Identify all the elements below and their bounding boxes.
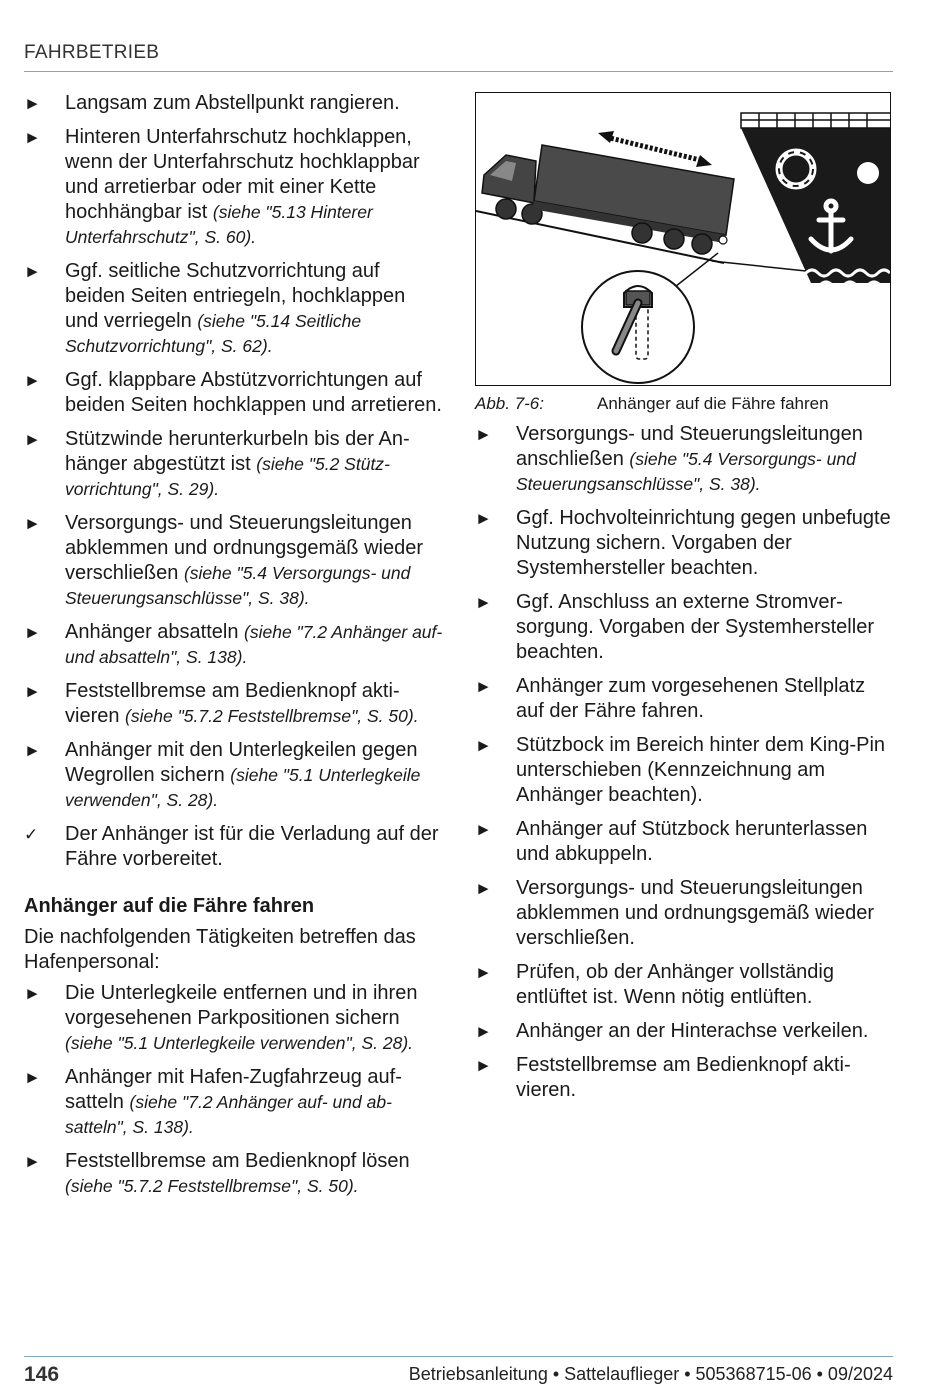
figure-label: Abb. 7-6: (475, 394, 544, 413)
step-arrow-icon: ► (475, 1022, 492, 1041)
step-arrow-icon: ► (24, 623, 41, 642)
step-item (475, 817, 893, 867)
step-list-section2 (24, 981, 444, 1199)
step-text: Ggf. seitliche Schutzvorrichtung auf beiden Seiten entriegeln, hochklappen und verriegeln (65, 260, 406, 332)
footer-doc-info: Betriebsanleitung • Sattelauflieger • 505368715-06 • 09/2024 (408, 1364, 893, 1384)
step-item (24, 427, 444, 502)
section-header: FAHRBETRIEB (24, 42, 160, 63)
cross-reference-link[interactable]: (siehe "5.7.2 Feststellbremse", S. 50). (125, 706, 419, 726)
step-item (475, 590, 893, 665)
step-text: Stützwinde herunterkurbeln bis der Anhänger abgestützt ist (65, 428, 410, 475)
figure-caption (475, 393, 893, 415)
cross-reference-link[interactable]: (siehe "5.1 Unterlegkeile verwenden", S. 28). (65, 765, 421, 810)
step-arrow-icon: ► (475, 963, 492, 982)
step-text: Ggf. Hochvolteinrichtung gegen unbefugte Nutzung sichern. Vorgaben der Systemhersteller beachten. (516, 507, 891, 579)
step-item (475, 506, 893, 581)
page-number: 146 (24, 1363, 60, 1386)
right-column (475, 422, 893, 1112)
step-text: Anhänger absatteln (65, 621, 239, 643)
step-item (24, 981, 444, 1056)
figure-ferry-illustration (475, 92, 891, 386)
section-intro: Die nachfolgenden Tätigkeiten betreffen das Hafenpersonal: (24, 926, 416, 973)
cross-reference-link[interactable]: (siehe "5.1 Unterlegkeile verwenden", S. 28). (65, 1033, 414, 1053)
step-arrow-icon: ► (24, 94, 41, 113)
ferry-loading-illustration (476, 93, 891, 386)
step-list-left (24, 91, 444, 872)
step-item (475, 733, 893, 808)
step-text: Anhänger zum vorgesehenen Stellplatz auf der Fähre fahren. (516, 675, 866, 722)
step-text: Ggf. klappbare Abstützvorrichtungen auf beiden Seiten hochklappen und arretieren. (65, 369, 442, 416)
step-text: Versorgungs- und Steuerungsleitungen abklemmen und ordnungsgemäß wieder verschließen. (516, 877, 874, 949)
step-item (475, 422, 893, 497)
cross-reference-link[interactable]: (siehe "5.4 Versorgungs- und Steuerungsanschlüsse", S. 38). (65, 563, 411, 608)
step-item (24, 511, 444, 611)
step-arrow-icon: ► (475, 509, 492, 528)
step-arrow-icon: ► (475, 677, 492, 696)
step-text: Die Unterlegkeile entfernen und in ihren vorgesehenen Parkpositionen sichern (65, 982, 418, 1029)
step-text: Stützbock im Bereich hinter dem King-Pin unterschieben (Kennzeichnung am Anhänger beachten). (516, 734, 886, 806)
step-item (24, 1065, 444, 1140)
step-arrow-icon: ► (475, 820, 492, 839)
cross-reference-link[interactable]: (siehe "7.2 Anhänger auf- und absatteln", S. 138). (65, 622, 443, 667)
step-item (475, 960, 893, 1010)
step-text: Hinteren Unterfahrschutz hochklappen, wenn der Unterfahrschutz hochklappbar und arretierbar oder mit einer Kette hochhängbar ist (65, 126, 420, 223)
step-item (24, 822, 444, 872)
cross-reference-link[interactable]: (siehe "5.13 Hinterer Unterfahrschutz", S. 60). (65, 202, 373, 247)
footer-divider (24, 1356, 893, 1357)
step-text: Anhänger auf Stützbock herunterlassen und abkuppeln. (516, 818, 868, 865)
step-text: Anhänger mit Hafen-Zugfahrzeug aufsatteln (65, 1066, 402, 1113)
step-arrow-icon: ► (475, 593, 492, 612)
step-arrow-icon: ► (475, 879, 492, 898)
step-text: Versorgungs- und Steuerungsleitungen anschließen (516, 423, 863, 470)
step-text: Versorgungs- und Steuerungsleitungen abklemmen und ordnungsgemäß wieder verschließen (65, 512, 423, 584)
left-column (24, 91, 444, 1208)
step-text: Anhänger mit den Unterlegkeilen gegen Wegrollen sichern (65, 739, 418, 786)
step-item (24, 259, 444, 359)
cross-reference-link[interactable]: (siehe "5.4 Versorgungs- und Steuerungsanschlüsse", S. 38). (516, 449, 856, 494)
step-item (24, 738, 444, 813)
step-text: Feststellbremse am Bedienknopf lösen (65, 1150, 410, 1172)
step-item (475, 674, 893, 724)
step-text: Feststellbremse am Bedienknopf aktivieren. (516, 1054, 851, 1101)
step-item (24, 91, 444, 116)
step-arrow-icon: ► (24, 514, 41, 533)
step-text: Prüfen, ob der Anhänger vollständig entlüftet ist. Wenn nötig entlüften. (516, 961, 834, 1008)
step-item (24, 368, 444, 418)
step-arrow-icon: ► (24, 371, 41, 390)
cross-reference-link[interactable]: (siehe "5.14 Seitliche Schutzvorrichtung", S. 62). (65, 311, 362, 356)
step-list-right (475, 422, 893, 1103)
cross-reference-link[interactable]: (siehe "5.7.2 Feststellbremse", S. 50). (65, 1176, 359, 1196)
step-item (24, 620, 444, 670)
section-heading: Anhänger auf die Fähre fahren (24, 895, 315, 917)
step-text: Ggf. Anschluss an externe Stromversorgung. Vorgaben der Systemhersteller beachten. (516, 591, 874, 663)
step-arrow-icon: ► (24, 682, 41, 701)
step-arrow-icon: ► (24, 1152, 41, 1171)
step-arrow-icon: ► (475, 425, 492, 444)
step-item (475, 1053, 893, 1103)
step-arrow-icon: ► (24, 1068, 41, 1087)
step-text: Langsam zum Abstellpunkt rangieren. (65, 92, 400, 114)
step-text: Feststellbremse am Bedienknopf aktivieren (65, 680, 400, 727)
step-arrow-icon: ► (24, 128, 41, 147)
step-arrow-icon: ► (24, 262, 41, 281)
step-arrow-icon: ► (24, 430, 41, 449)
porthole (857, 162, 879, 184)
step-arrow-icon: ► (475, 1056, 492, 1075)
step-item (24, 679, 444, 729)
cross-reference-link[interactable]: (siehe "5.2 Stützvorrichtung", S. 29). (65, 454, 390, 499)
step-arrow-icon: ► (24, 741, 41, 760)
step-arrow-icon: ► (24, 984, 41, 1003)
ship-hull (741, 128, 891, 283)
step-item (475, 1019, 893, 1044)
step-arrow-icon: ► (475, 736, 492, 755)
step-item (475, 876, 893, 951)
checkmark-icon: ✓ (24, 825, 39, 844)
step-text: Der Anhänger ist für die Verladung auf der Fähre vorbereitet. (65, 823, 439, 870)
step-item (24, 125, 444, 250)
cross-reference-link[interactable]: (siehe "7.2 Anhänger auf- und absatteln", S. 138). (65, 1092, 392, 1137)
header-divider (24, 71, 893, 72)
step-item (24, 1149, 444, 1199)
figure-caption-text: Anhänger auf die Fähre fahren (597, 394, 829, 413)
step-text: Anhänger an der Hinterachse verkeilen. (516, 1020, 869, 1042)
